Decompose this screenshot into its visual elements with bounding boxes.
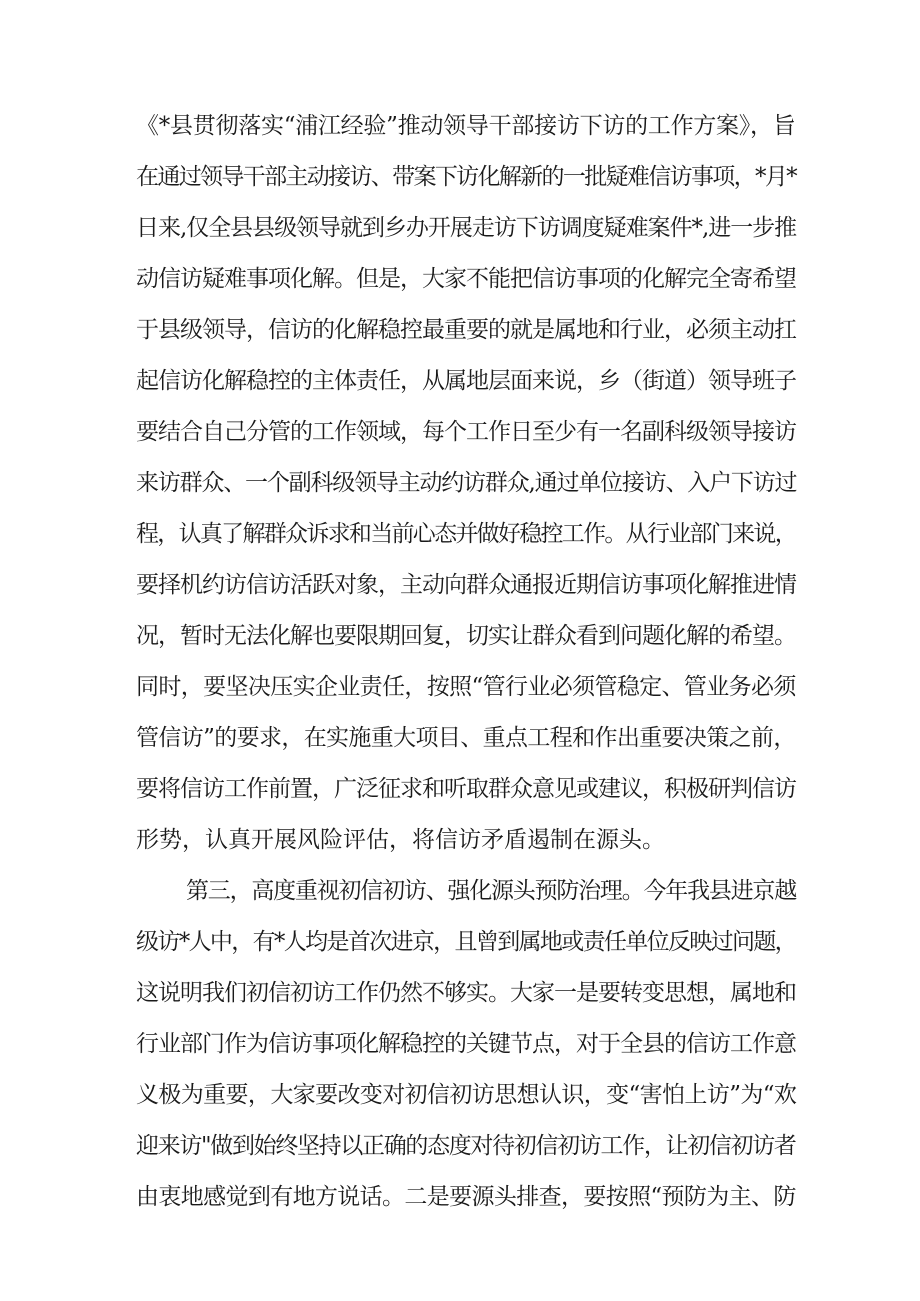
- paragraph-line: 义极为重要，大家要改变对初信初访思想认识，变“害怕上访”为“欢: [136, 1082, 797, 1108]
- paragraph-line: 程，认真了解群众诉求和当前心态并做好稳控工作。从行业部门来说，: [136, 521, 797, 547]
- paragraph-line: 形势，认真开展风险评估，将信访矛盾遏制在源头。: [136, 827, 665, 853]
- paragraph-line: 日来,仅全县县级领导就到乡办开展走访下访调度疑难案件*,进一步推: [136, 215, 797, 241]
- paragraph-line: 这说明我们初信初访工作仍然不够实。大家一是要转变思想，属地和: [136, 980, 796, 1006]
- paragraph-line: 第三，高度重视初信初访、强化源头预防治理。今年我县进京越: [186, 878, 797, 904]
- paragraph-line: 起信访化解稳控的主体责任，从属地层面来说，乡（街道）领导班子: [136, 368, 796, 394]
- paragraph-line: 由衷地感觉到有地方说话。二是要源头排查，要按照“预防为主、防: [136, 1184, 796, 1210]
- paragraph-line: 迎来访"做到始终坚持以正确的态度对待初信初访工作，让初信初访者: [136, 1133, 796, 1159]
- paragraph-line: 况，暂时无法化解也要限期回复，切实让群众看到问题化解的希望。: [136, 623, 796, 649]
- paragraph-line: 同时，要坚决压实企业责任，按照“管行业必须管稳定、管业务必须: [136, 674, 796, 700]
- paragraph-line: 要择机约访信访活跃对象，主动向群众通报近期信访事项化解推进情: [136, 572, 796, 598]
- paragraph-line: 要将信访工作前置，广泛征求和听取群众意见或建议，积极研判信访: [136, 776, 796, 802]
- paragraph-line: 在通过领导干部主动接访、带案下访化解新的一批疑难信访事项，*月*: [136, 164, 796, 190]
- paragraph-line: 管信访”的要求，在实施重大项目、重点工程和作出重要决策之前，: [136, 725, 796, 751]
- paragraph-line: 于县级领导，信访的化解稳控最重要的就是属地和行业，必须主动扛: [136, 317, 796, 343]
- paragraph-line: 《*县贯彻落实“浦江经验”推动领导干部接访下访的工作方案》，旨: [136, 113, 796, 139]
- paragraph-line: 来访群众、一个副科级领导主动约访群众,通过单位接访、入户下访过: [136, 470, 797, 496]
- paragraph-line: 行业部门作为信访事项化解稳控的关键节点，对于全县的信访工作意: [136, 1031, 796, 1057]
- paragraph-line: 要结合自己分管的工作领域，每个工作日至少有一名副科级领导接访: [136, 419, 796, 445]
- paragraph-line: 级访*人中，有*人均是首次进京，且曾到属地或责任单位反映过问题，: [136, 929, 796, 955]
- paragraph-line: 动信访疑难事项化解。但是，大家不能把信访事项的化解完全寄希望: [136, 266, 796, 292]
